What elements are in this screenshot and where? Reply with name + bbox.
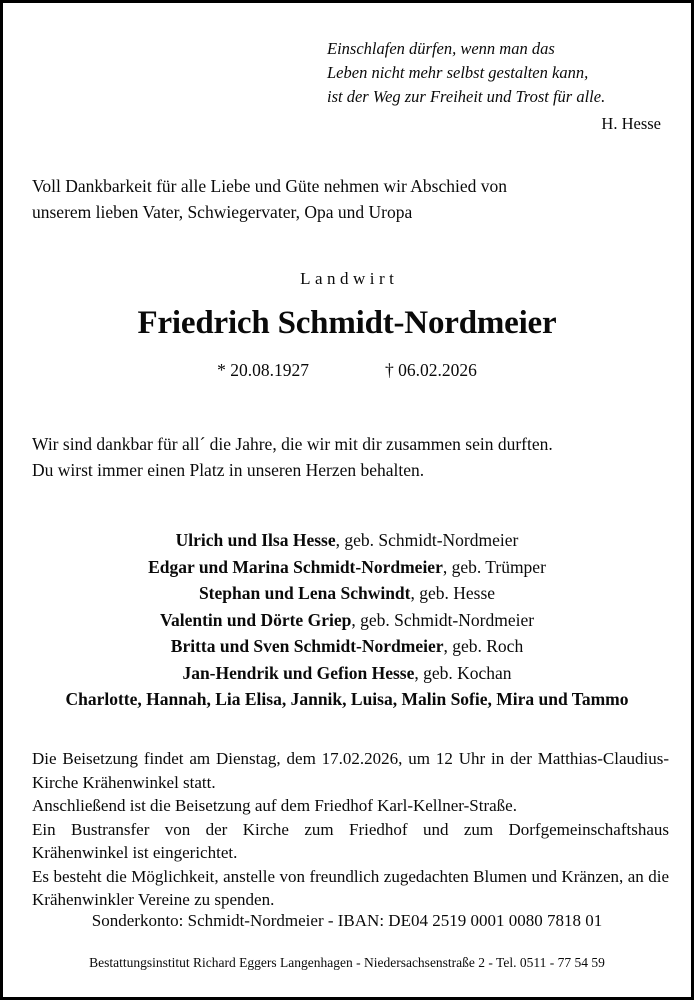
quote-line-1: Einschlafen dürfen, wenn man das <box>327 39 555 58</box>
gratitude-line-2: Du wirst immer einen Platz in unseren Herzen behalten. <box>32 460 425 480</box>
funeral-home-footer: Bestattungsinstitut Richard Eggers Langenhagen - Niedersachsenstraße 2 - Tel. 0511 - 77 54 59 <box>89 955 605 970</box>
death-symbol: † <box>385 360 394 380</box>
survivor-maiden-name: , geb. Trümper <box>442 556 546 577</box>
quote-block <box>327 37 661 136</box>
gratitude-paragraph <box>32 431 672 483</box>
survivor-row <box>3 607 691 634</box>
intro-line-2: unserem lieben Vater, Schwiegervater, Opa und Uropa <box>32 202 413 222</box>
survivor-maiden-name: , geb. Schmidt-Nordmeier <box>335 530 519 550</box>
arrangement-paragraph-donations: Es besteht die Möglichkeit, anstelle von freundlich zugedachten Blumen und Kränzen, an die Krähenwinkler Vereine zu spenden. <box>32 866 669 909</box>
survivor-names: Jan-Hendrik und Gefion Hesse <box>182 662 415 683</box>
intro-paragraph <box>32 173 662 225</box>
donation-account: Sonderkonto: Schmidt-Nordmeier - IBAN: DE04 2519 0001 0080 7818 01 <box>91 911 603 930</box>
survivor-row <box>3 527 691 554</box>
profession-label: Landwirt <box>300 269 399 288</box>
survivor-row <box>3 554 691 581</box>
arrangements-block <box>32 747 669 912</box>
survivor-names: Valentin und Dörte Griep <box>159 609 352 630</box>
survivor-row <box>3 660 691 687</box>
quote-attribution: H. Hesse <box>601 114 661 133</box>
arrangement-paragraph-transfer: Ein Bustransfer von der Kirche zum Friedhof und zum Dorfgemeinschaftshaus Krähenwinkel ist eingerichtet. <box>32 819 669 862</box>
death-date-group <box>385 358 477 382</box>
death-date: 06.02.2026 <box>398 360 477 380</box>
birth-date-group <box>217 358 309 382</box>
deceased-name: Friedrich Schmidt-Nordmeier <box>137 305 557 341</box>
birth-date: 20.08.1927 <box>230 360 309 380</box>
survivor-maiden-name: , geb. Schmidt-Nordmeier <box>351 609 535 630</box>
survivor-row <box>3 580 691 607</box>
survivor-row <box>3 633 691 660</box>
survivors-list <box>3 527 691 713</box>
survivor-maiden-name: , geb. Hesse <box>410 583 496 603</box>
quote-line-3: ist der Weg zur Freiheit und Trost für alle. <box>327 87 606 106</box>
gratitude-line-1: Wir sind dankbar für all´ die Jahre, die wir mit dir zusammen sein durften. <box>32 434 553 454</box>
arrangement-paragraph-burial: Anschließend ist die Beisetzung auf dem Friedhof Karl-Kellner-Straße. <box>32 796 517 815</box>
quote-line-2: Leben nicht mehr selbst gestalten kann, <box>327 63 589 82</box>
survivor-names: Charlotte, Hannah, Lia Elisa, Jannik, Luisa, Malin Sofie, Mira und Tammo <box>65 689 629 709</box>
survivor-maiden-name: , geb. Kochan <box>414 662 512 683</box>
survivor-names: Stephan und Lena Schwindt <box>198 583 411 603</box>
survivor-names: Edgar und Marina Schmidt-Nordmeier <box>148 556 443 577</box>
survivor-names: Ulrich und Ilsa Hesse <box>175 530 336 550</box>
arrangement-paragraph-ceremony: Die Beisetzung findet am Dienstag, dem 17.02.2026, um 12 Uhr in der Matthias-Claudius-Kirche Krähenwinkel statt. <box>32 749 669 792</box>
birth-symbol: * <box>217 360 226 380</box>
intro-line-1: Voll Dankbarkeit für alle Liebe und Güte nehmen wir Abschied von <box>32 176 507 196</box>
survivor-row-grandchildren <box>3 686 691 713</box>
life-dates <box>3 358 691 382</box>
survivor-maiden-name: , geb. Roch <box>443 636 524 656</box>
survivor-names: Britta und Sven Schmidt-Nordmeier <box>170 636 444 656</box>
